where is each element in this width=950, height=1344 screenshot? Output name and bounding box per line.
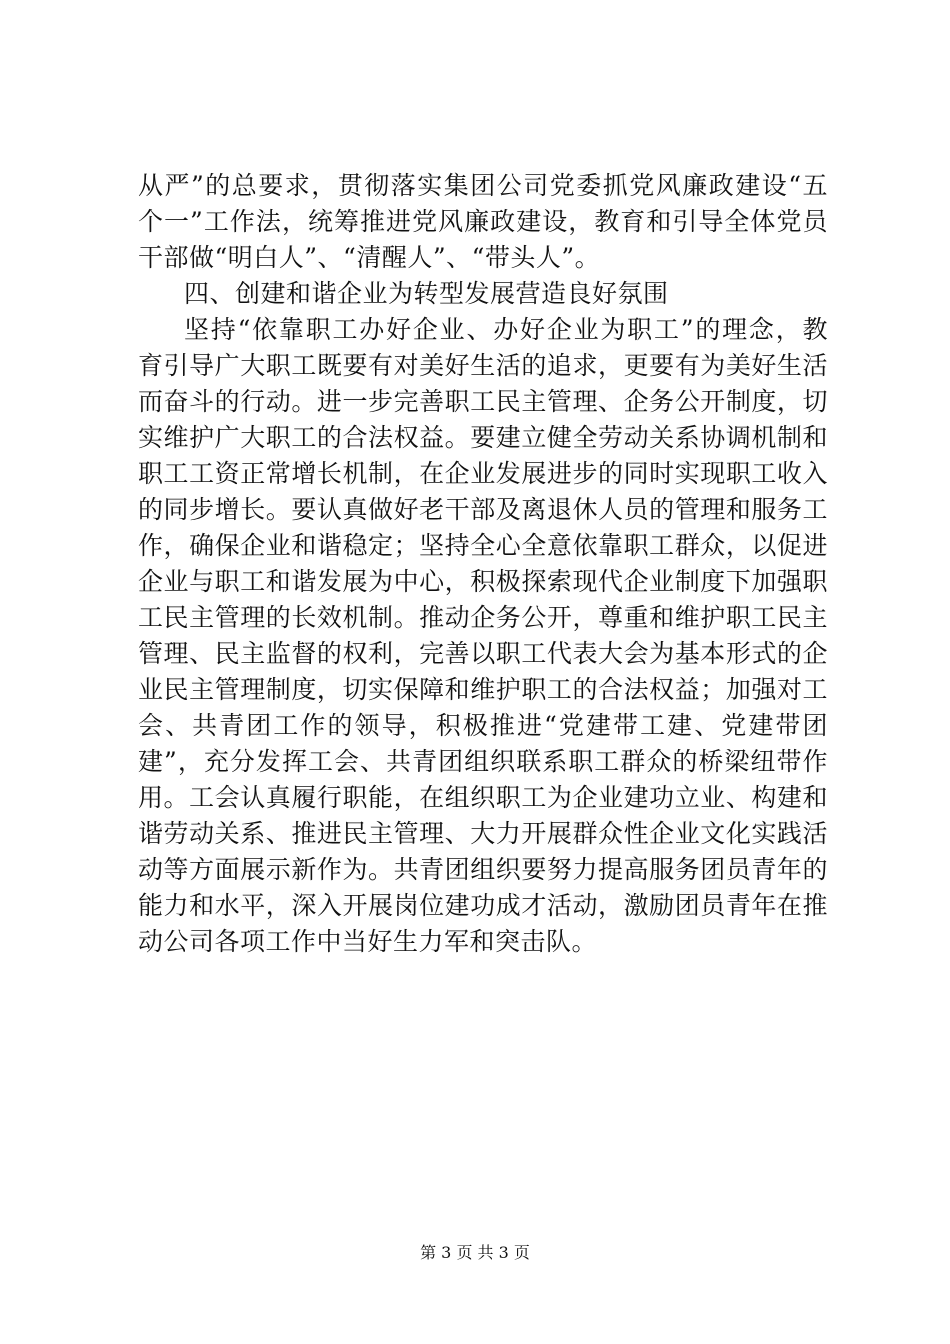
text-line: 的同步增长。要认真做好老干部及离退休人员的管理和服务工 [138, 495, 828, 524]
text-line: 业民主管理制度，切实保障和维护职工的合法权益；加强对工 [138, 675, 828, 704]
text-line: 育引导广大职工既要有对美好生活的追求，更要有为美好生活 [138, 351, 828, 380]
body-text [138, 168, 828, 960]
text-line: 工民主管理的长效机制。推动企务公开，尊重和维护职工民主 [138, 603, 828, 632]
text-line: 动公司各项工作中当好生力军和突击队。 [138, 927, 598, 956]
text-line: 用。工会认真履行职能，在组织职工为企业建功立业、构建和 [138, 783, 828, 812]
text-line: 能力和水平，深入开展岗位建功成才活动，激励团员青年在推 [138, 891, 828, 920]
text-line: 实维护广大职工的合法权益。要建立健全劳动关系协调机制和 [138, 423, 828, 452]
text-line: 会、共青团工作的领导，积极推进“党建带工建、党建带团 [138, 711, 828, 740]
text-line: 企业与职工和谐发展为中心，积极探索现代企业制度下加强职 [138, 567, 828, 596]
text-line: 个一”工作法，统筹推进党风廉政建设，教育和引导全体党员 [138, 207, 828, 236]
text-line: 动等方面展示新作为。共青团组织要努力提高服务团员青年的 [138, 855, 828, 884]
text-line: 作，确保企业和谐稳定；坚持全心全意依靠职工群众，以促进 [138, 531, 828, 560]
text-line: 而奋斗的行动。进一步完善职工民主管理、企务公开制度，切 [138, 387, 828, 416]
text-line: 从严”的总要求，贯彻落实集团公司党委抓党风廉政建设“五 [138, 171, 828, 200]
text-line: 干部做“明白人”、“清醒人”、“带头人”。 [138, 243, 601, 272]
text-line: 坚持“依靠职工办好企业、办好企业为职工”的理念，教 [184, 315, 828, 344]
page-number-footer: 第 3 页 共 3 页 [420, 1243, 530, 1262]
text-line: 职工工资正常增长机制，在企业发展进步的同时实现职工收入 [138, 459, 828, 488]
text-line: 谐劳动关系、推进民主管理、大力开展群众性企业文化实践活 [138, 819, 828, 848]
text-line: 管理、民主监督的权利，完善以职工代表大会为基本形式的企 [138, 639, 828, 668]
text-line: 建”，充分发挥工会、共青团组织联系职工群众的桥梁纽带作 [138, 747, 828, 776]
section-heading: 四、创建和谐企业为转型发展营造良好氛围 [184, 279, 669, 308]
